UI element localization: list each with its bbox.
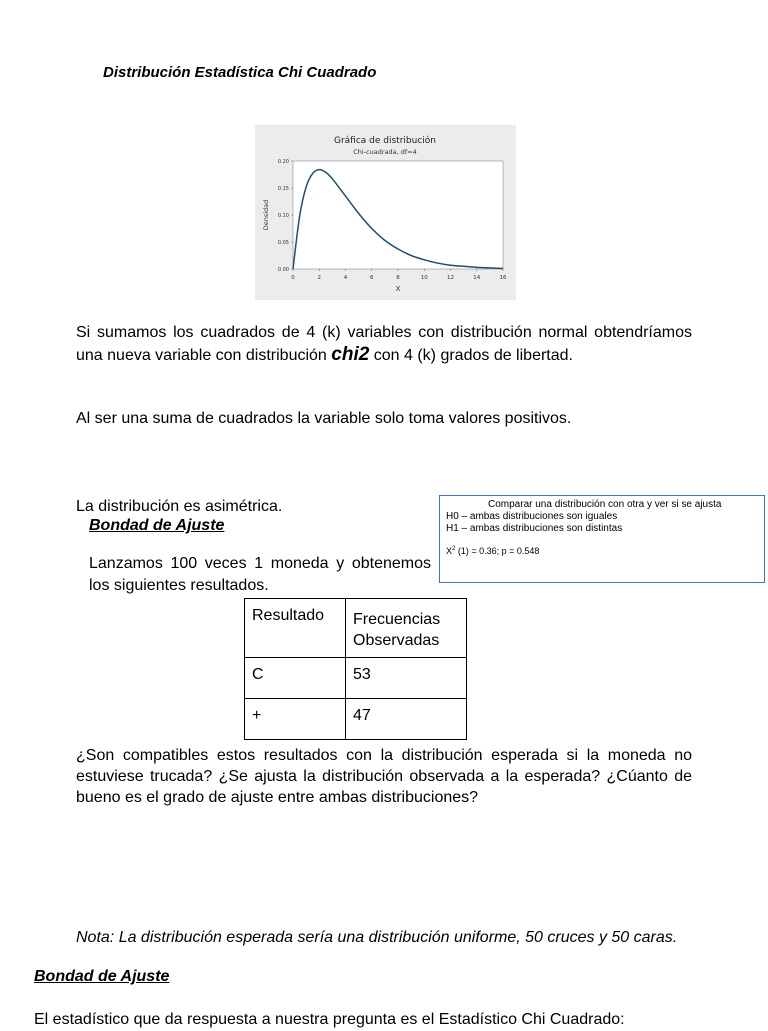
table-header-row [245,599,467,658]
box-x-symbol: X [446,546,453,556]
paragraph-chi2 [76,322,692,367]
y-axis-label: Densidad [262,199,270,231]
plot-area [293,161,503,269]
chart-title: Gráfica de distribución [333,136,437,146]
table-cell-value: 53 [346,658,467,699]
x-tick-label: 10 [420,275,428,281]
paragraph-statistic: El estadístico que da respuesta a nuestra pregunta es el Estadístico Chi Cuadrado: [34,1011,625,1028]
box-line-1: Comparar una distribución con otra y ver si se ajusta [488,499,722,510]
chi-square-chart [255,125,516,300]
box-line-2: H0 – ambas distribuciones son iguales [446,511,618,522]
table-cell-label: C [245,658,346,699]
note-paragraph: Nota: La distribución esperada sería una distribución uniforme, 50 cruces y 50 caras. [76,929,678,946]
chi2-term: chi2 [331,344,370,365]
heading-bondad-ajuste-2: Bondad de Ajuste [34,968,170,985]
y-tick-label: 0.05 [277,240,289,246]
paragraph-positive: Al ser una suma de cuadrados la variable solo toma valores positivos. [76,410,572,427]
table-cell-label: + [245,699,346,740]
box-line-4 [446,543,758,557]
frequency-table [244,598,467,740]
x-tick-label: 6 [370,275,374,281]
x-tick-label: 14 [473,275,481,281]
y-tick-label: 0.00 [277,267,289,273]
x-tick-label: 16 [499,275,507,281]
table-cell-value: 47 [346,699,467,740]
y-tick-label: 0.20 [277,159,289,165]
x-axis-label: X [395,285,401,293]
hypothesis-box [439,495,765,583]
paragraph-asymmetric: La distribución es asimétrica. [76,498,283,515]
box-line-3: H1 – ambas distribuciones son distintas [446,523,623,534]
chart-svg [255,125,516,300]
box-statistic: (1) = 0.36; p = 0.548 [455,546,540,556]
x-tick-label: 4 [343,275,348,281]
box-superscript: 2 [452,546,456,552]
y-tick-label: 0.15 [277,186,289,192]
y-tick-label: 0.10 [277,213,289,219]
paragraph-questions: ¿Son compatibles estos resultados con la distribución esperada si la moneda no estuviese trucada? ¿Se ajusta la distribución observada a la esperada? ¿Cúanto de bueno es el grado de ajuste entre ambas distribuciones? [76,747,692,806]
table-row [245,699,467,740]
paragraph-chi2-text-1: Si sumamos los cuadrados de 4 (k) variables con distribución normal obtendríamos una nueva variable con distribución [76,324,692,364]
x-tick-label: 0 [291,275,295,281]
paragraph-chi2-text-2: con 4 (k) grados de libertad. [369,347,573,364]
chart-subtitle: Chi-cuadrada, df=4 [353,148,417,156]
paragraph-coin-toss: Lanzamos 100 veces 1 moneda y obtenemos los siguientes resultados. [89,555,431,594]
document-title: Distribución Estadística Chi Cuadrado [103,64,377,81]
x-tick-label: 12 [447,275,454,281]
heading-bondad-ajuste-1: Bondad de Ajuste [89,517,225,534]
x-tick-label: 2 [317,275,321,281]
table-header-frecuencias: Frecuencias Observadas [346,599,467,658]
x-tick-label: 8 [396,275,400,281]
table-row [245,658,467,699]
table-header-resultado: Resultado [245,599,346,658]
